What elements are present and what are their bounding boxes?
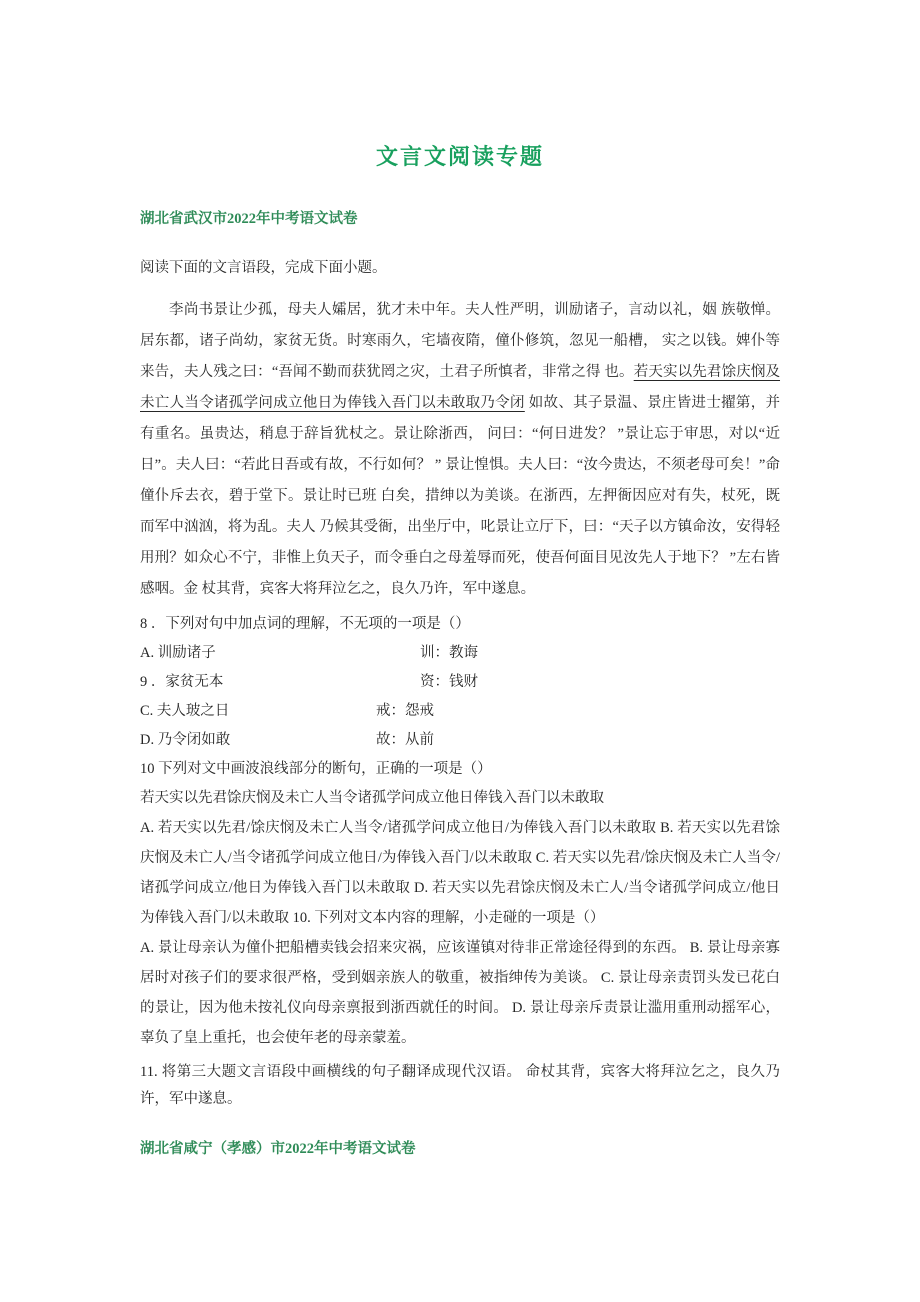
classical-passage	[140, 295, 780, 605]
question-8-option-d-text: D. 乃令闭如敢	[140, 732, 231, 748]
passage-segment-before-underline: 李尚书景让少孤，母夫人孀居，犹才未中年。夫人性严明，训励诸子，言动以礼，姻 族敬惮。居东都，诸子尚幼，家贫无货。时寒雨久，宅墙夜隋，僮仆修筑，忽见一船槽， 实之以钱。婢仆等来告，夫人残之曰：“吾闻不勤而获犹罔之灾，土君子所慎者，非常之得 也。	[140, 302, 780, 380]
question-8-option-c-gloss: 戒：怨戒	[376, 703, 434, 719]
question-8-option-b-gloss: 资：钱财	[420, 674, 478, 690]
section-heading-xianning: 湖北省咸宁（孝感）市2022年中考语文试卷	[140, 1141, 416, 1157]
question-10b-options-paragraph: A. 景让母亲认为僮仆把船槽卖钱会招来灾祸，应该谨镇对待非正常途径得到的东西。 B. 景让母亲寡居时对孩子们的要求很严格，受到姻亲族人的敬重，被指绅传为美谈。 C. 景让母亲责罚头发已花白的景让，因为他未按礼仪向母亲禀报到浙西就任的时间。 D. 景让母亲斥责景让滥用重刑动摇军心，辜负了皇上重托，也会使年老的母亲蒙羞。	[140, 940, 780, 1046]
question-8-option-row-a	[140, 639, 780, 668]
question-8-option-row-d	[140, 726, 780, 755]
question-8-option-b-text: 9 ．家贫无本	[140, 674, 224, 690]
document-title: 文言文阅读专题	[375, 144, 544, 169]
question-11-text: 11. 将第三大题文言语段中画横线的句子翻译成现代汉语。 命杖其背，宾客大将拜泣乞之，良久乃许，军中遂息。	[140, 1064, 780, 1107]
passage-underlined-sentence: 若天实以先君馀庆悯及未亡人当令诸孤学问成立他日为俸钱入吾门以未敢取乃令闭	[140, 364, 781, 411]
passage-segment-after-underline: 如故、其子景温、景庄皆进士擢第，并有重名。虽贵达，稍息于辞旨犹杖之。景让除浙西， 问曰：“何日进发？ ”景让忘于审思，对以“近日”。夫人曰：“若此日吾或有故，不行如何？ ” 景让惶惧。夫人曰：“汝今贵达，不须老母可矣！”命僮仆斥去衣，碧于堂下。景让时已班 白矣，措绅以为美谈。在浙西，左押衙因应对有失，杖死，既而军中汹汹，将为乱。夫人 乃候其受衙，出坐厅中，叱景让立厅下，曰：“天子以方镇命汝，安得轻用刑？如众心不宁，非惟上负天子，而令垂白之母羞辱而死，使吾何面目见汝先人于地下？ ”左右皆感咽。金 杖其背，宾客大将拜泣乞之，良久乃许，军中遂息。	[140, 395, 781, 597]
question-10-quoted-sentence: 若天实以先君馀庆悯及未亡人当令诸孤学问成立他日俸钱入吾门以未敢取	[140, 790, 604, 806]
question-10-options-paragraph: A. 若天实以先君/馀庆悯及未亡人当令/诸孤学问成立他日/为俸钱入吾门以未敢取 B. 若天实以先君馀庆悯及未亡人/当令诸孤学问成立他日/为俸钱入吾门/以未敢取 C. 若天实以先君/馀庆悯及未亡人当令/诸孤学问成立/他日为俸钱入吾门以未敢取 D. 若天实以先君馀庆悯及未亡人/当令诸孤学问成立/他日为俸钱入吾门/以未敢取 10. 下列对文本内容的理解，小走碰的一项是（）	[140, 820, 780, 926]
question-10-stem: 10 下列对文中画波浪线部分的断句，正确的一项是（）	[140, 761, 492, 777]
passage-instruction: 阅读下面的文言语段，完成下面小题。	[140, 260, 387, 276]
question-8-option-a-gloss: 训：教诲	[420, 645, 478, 661]
question-8-option-row-b	[140, 668, 780, 697]
question-8-stem: 8 ．下列对句中加点词的理解，不无项的一项是（）	[140, 616, 470, 632]
question-8-option-a-text: A. 训励诸子	[140, 645, 216, 661]
question-8-option-row-c	[140, 697, 780, 726]
question-8-option-d-gloss: 故：从前	[376, 732, 434, 748]
question-8-option-c-text: C. 夫人玻之日	[140, 703, 230, 719]
section-wuhan	[140, 207, 780, 1113]
section-heading-wuhan: 湖北省武汉市2022年中考语文试卷	[140, 211, 358, 227]
